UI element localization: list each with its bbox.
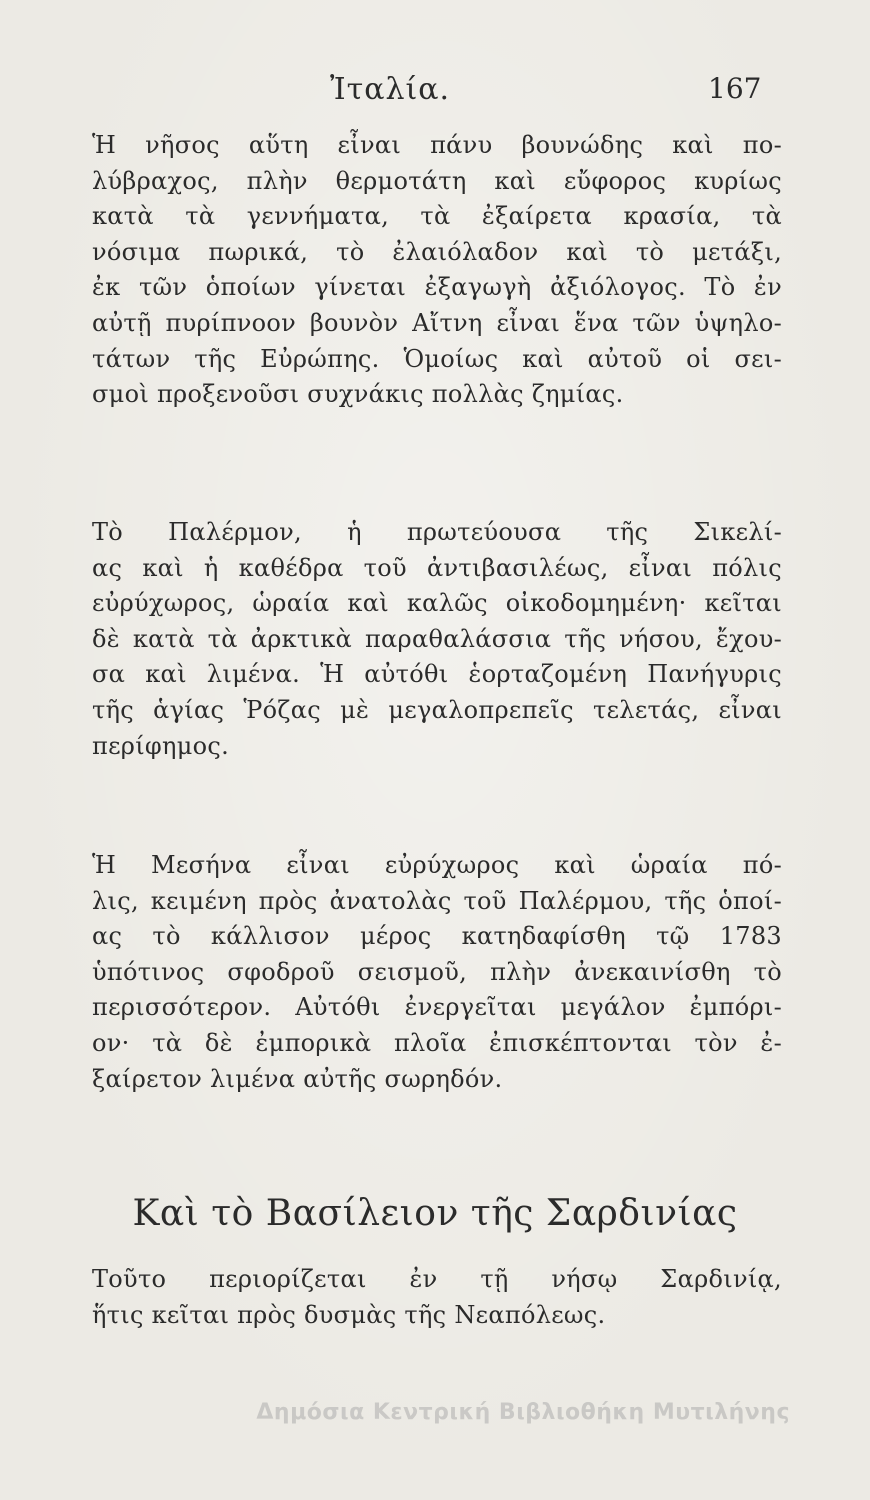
text-line: ας καὶ ἡ καθέδρα τοῦ ἀντιβασιλέως, εἶναι πόλις — [92, 553, 782, 582]
running-title: Ἰταλία. — [330, 72, 451, 107]
text-line: Τὸ Παλέρμον, ἡ πρωτεύουσα τῆς Σικελί- — [92, 518, 782, 546]
paragraph-palermo — [92, 515, 782, 764]
text-line: δὲ κατὰ τὰ ἀρκτικὰ παραθαλάσσια τῆς νήσου, ἔχου- — [92, 624, 782, 653]
text-line: νόσιμα πωρικά, τὸ ἐλαιόλαδον καὶ τὸ μετάξι, — [92, 237, 782, 266]
text-line: εὐρύχωρος, ὡραία καὶ καλῶς οἰκοδομημένη· κεῖται — [92, 589, 782, 618]
text-line: κατὰ τὰ γεννήματα, τὰ ἐξαίρετα κρασία, τὰ — [92, 202, 782, 231]
text-line: σα καὶ λιμένα. Ἡ αὐτόθι ἑορταζομένη Πανήγυρις — [92, 660, 782, 689]
paragraph-messina — [92, 848, 782, 1097]
section-heading: Καὶ τὸ Βασίλειον τῆς Σαρδινίας — [132, 1193, 738, 1234]
text-line: τάτων τῆς Εὐρώπης. Ὁμοίως καὶ αὐτοῦ οἱ σει- — [92, 344, 782, 373]
paragraph-sardinia — [92, 1262, 782, 1333]
text-line: ἥτις κεῖται πρὸς δυσμὰς τῆς Νεαπόλεως. — [92, 1300, 606, 1329]
text-line: ον· τὰ δὲ ἐμπορικὰ πλοῖα ἐπισκέπτονται τὸν ἐ- — [92, 1028, 782, 1057]
text-line: ὑπότινος σφοδροῦ σεισμοῦ, πλὴν ἀνεκαινίσθη τὸ — [92, 957, 782, 986]
text-line: περισσότερον. Αὐτόθι ἐνεργεῖται μεγάλον ἐμπόρι- — [92, 993, 782, 1022]
text-line: Τοῦτο περιορίζεται ἐν τῇ νήσῳ Σαρδινίᾳ, — [92, 1265, 782, 1293]
text-line: ας τὸ κάλλισον μέρος κατηδαφίσθη τῷ 1783 — [92, 922, 782, 951]
text-line: περίφημος. — [92, 731, 230, 760]
page-number: 167 — [708, 72, 762, 105]
page-header — [0, 72, 870, 116]
library-watermark: Δημόσια Κεντρική Βιβλιοθήκη Μυτιλήνης — [256, 1400, 790, 1425]
text-line: ξαίρετον λιμένα αὐτῆς σωρηδόν. — [92, 1064, 503, 1093]
text-line: Ἡ Μεσήνα εἶναι εὐρύχωρος καὶ ὡραία πό- — [92, 851, 782, 879]
text-line: αὐτῇ πυρίπνοον βουνὸν Αἴτνη εἶναι ἕνα τῶν ὑψηλο- — [92, 308, 782, 337]
text-line: λις, κειμένη πρὸς ἀνατολὰς τοῦ Παλέρμου, τῆς ὁποί- — [92, 886, 782, 915]
text-line: τῆς ἁγίας Ῥόζας μὲ μεγαλοπρεπεῖς τελετάς, εἶναι — [92, 695, 782, 724]
text-line: σμοὶ προξενοῦσι συχνάκις πολλὰς ζημίας. — [92, 380, 624, 409]
paragraph-sicily — [92, 128, 782, 413]
text-line: Ἡ νῆσος αὕτη εἶναι πάνυ βουνώδης καὶ πο- — [92, 131, 782, 159]
text-line: ἐκ τῶν ὁποίων γίνεται ἐξαγωγὴ ἀξιόλογος. Τὸ ἐν — [92, 273, 782, 302]
text-line: λύβραχος, πλὴν θερμοτάτη καὶ εὔφορος κυρίως — [92, 166, 782, 195]
